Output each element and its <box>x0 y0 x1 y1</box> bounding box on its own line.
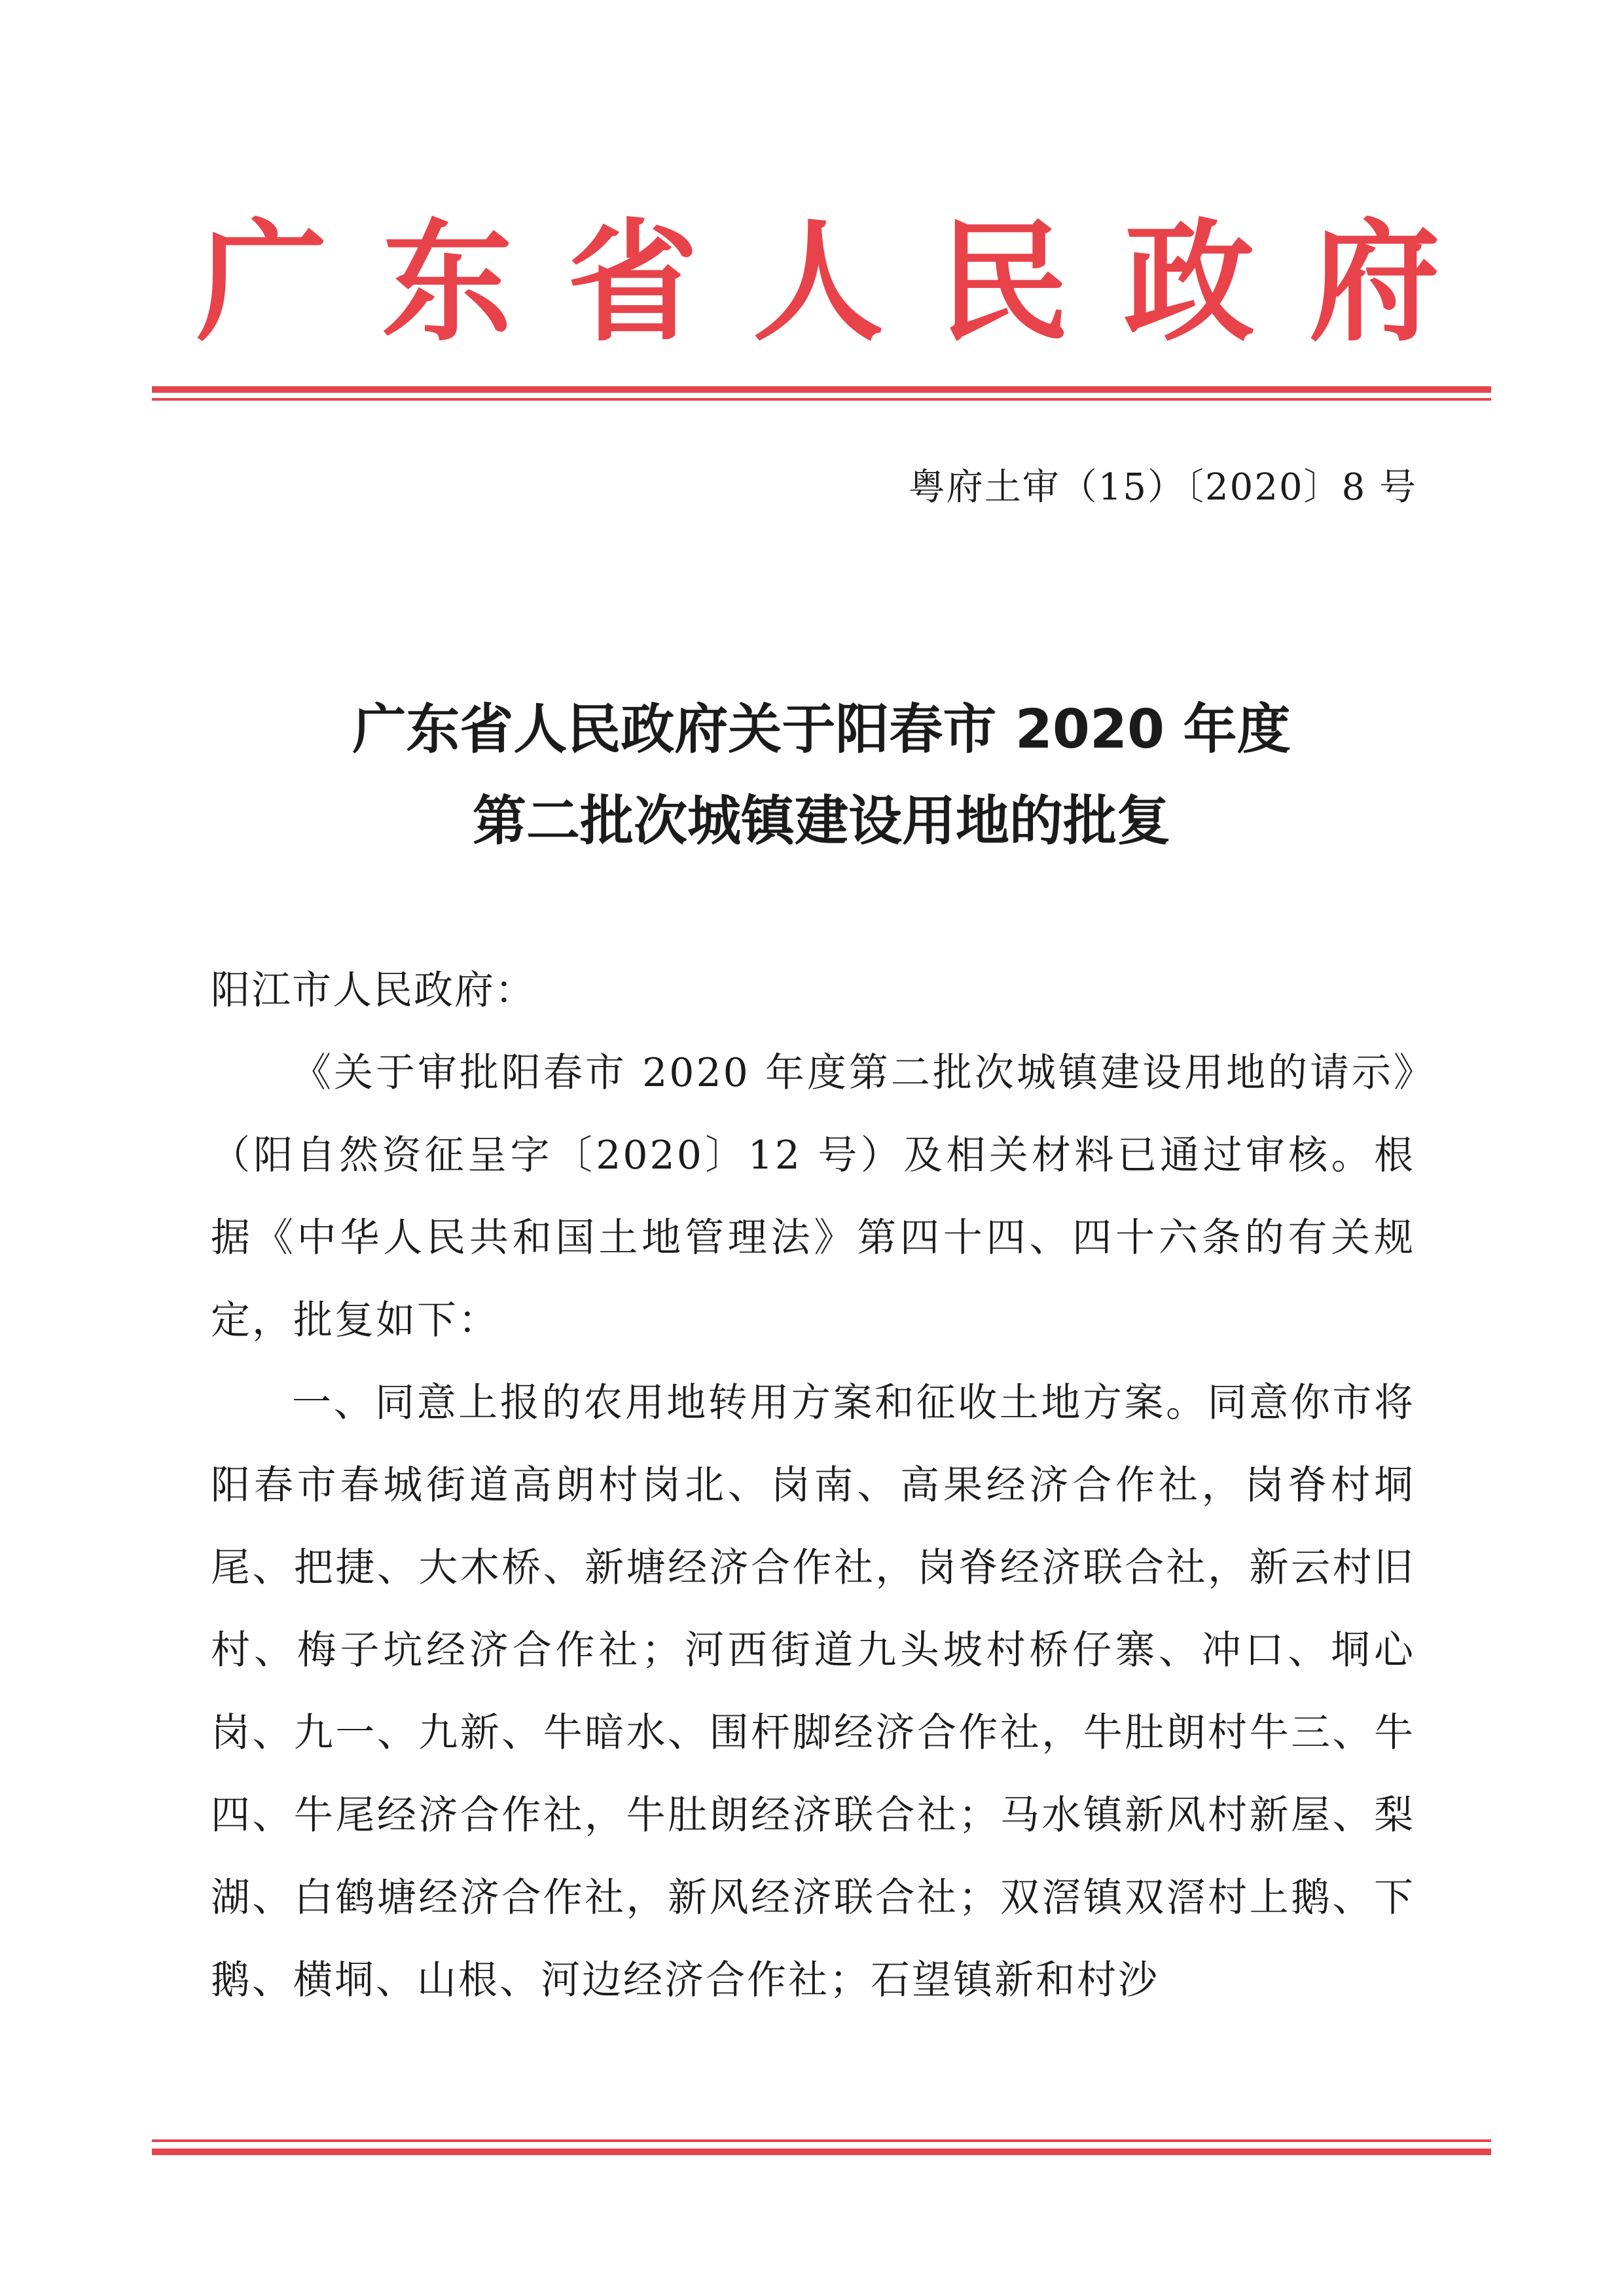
title-line-1: 广东省人民政府关于阳春市 2020 年度 <box>352 699 1291 761</box>
masthead-char: 政 <box>1123 207 1255 359</box>
paragraph: 一、同意上报的农用地转用方案和征收土地方案。同意你市将阳春市春城街道高朗村岗北、岗南、高果经济合作社，岗脊村垌尾、把捷、大木桥、新塘经济合作社，岗脊经济联合社，新云村旧村、梅子坑经济合作社；河西街道九头坡村桥仔寨、冲口、垌心岗、九一、九新、牛暗水、围杆脚经济合作社，牛肚朗村牛三、牛四、牛尾经济合作社，牛肚朗经济联合社；马水镇新风村新屋、梨湖、白鹤塘经济合作社，新风经济联合社；双滘镇双滘村上鹅、下鹅、横垌、山根、河边经济合作社；石望镇新和村沙 <box>211 1380 1415 2003</box>
masthead-char: 省 <box>567 207 698 359</box>
document-body <box>211 949 1415 2022</box>
document-title <box>152 684 1491 867</box>
masthead-char: 人 <box>752 207 884 359</box>
salutation: 阳江市人民政府： <box>211 968 535 1013</box>
masthead-char: 府 <box>1308 207 1440 359</box>
masthead-char: 民 <box>938 207 1070 359</box>
document-number: 粤府土审（15）〔2020〕8 号 <box>908 466 1417 509</box>
masthead <box>196 208 1440 359</box>
footer-divider <box>152 2139 1491 2155</box>
title-line-2: 第二批次城镇建设用地的批复 <box>472 790 1170 852</box>
masthead-char: 广 <box>196 207 328 359</box>
paragraph: 《关于审批阳春市 2020 年度第二批次城镇建设用地的请示》（阳自然资征呈字〔2020〕12 号）及相关材料已通过审核。根据《中华人民共和国土地管理法》第四十四、四十六条的有关规定，批复如下： <box>211 1050 1415 1343</box>
masthead-char: 东 <box>382 207 513 359</box>
masthead-divider <box>152 386 1491 401</box>
